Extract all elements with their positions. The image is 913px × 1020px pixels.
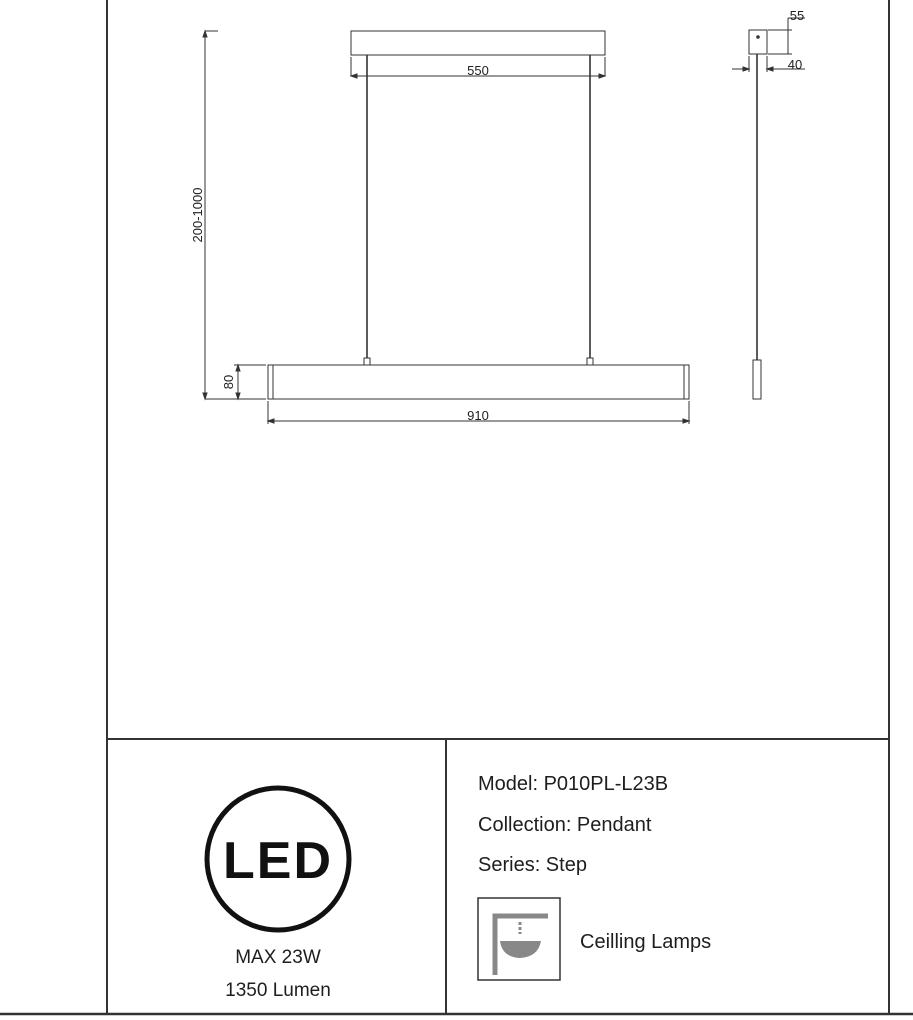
dim-drop-height: 200-1000 [190,187,205,243]
collection-label: Collection: Pendant [478,814,652,836]
lamp-bar [268,365,689,399]
dim-bar-height: 80 [221,374,236,390]
canopy [351,31,605,55]
led-logo-text: LED [223,832,333,890]
dim-side-width: 55 [789,8,805,23]
model-label: Model: P010PL-L23B [478,773,669,795]
led-lumen: 1350 Lumen [225,980,331,1001]
side-lamp-bar [753,360,761,399]
dim-bar-length: 910 [467,408,489,423]
led-panel [207,788,349,1001]
info-panel [478,773,711,980]
side-canopy [749,30,767,54]
dim-side-height: 40 [787,57,803,72]
side-view-drawing [732,18,805,399]
led-power: MAX 23W [235,947,321,968]
front-view-drawing [203,31,689,424]
dim-canopy-width: 550 [467,63,489,78]
category-label: Ceilling Lamps [580,931,712,953]
series-label: Series: Step [478,854,587,876]
ceiling-lamp-icon [478,898,560,980]
